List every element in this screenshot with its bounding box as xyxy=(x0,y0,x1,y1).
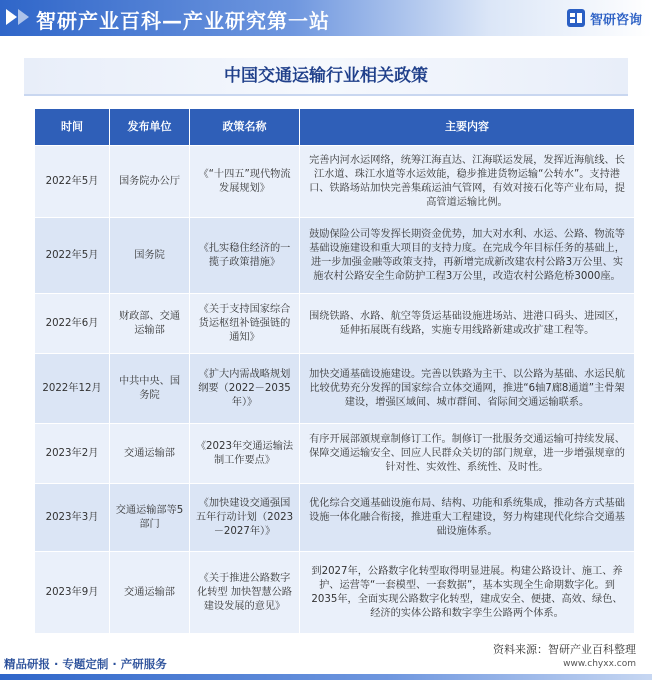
column-header-content: 主要内容 xyxy=(300,109,635,146)
row-issuer: 中共中央、国务院 xyxy=(110,354,190,424)
brand-name: 智研咨询 xyxy=(589,12,642,28)
row-content: 鼓励保险公司等发挥长期资金优势，加大对水利、水运、公路、物流等基础设施建设和重大项目的支持力度。在完成今年目标任务的基础上，进一步加强金融等政策支持，再新增完成新改建农村公路3万公里、实施农村公路安全生命防护工程3万公里，改造农村公路危桥3000座。 xyxy=(300,218,635,294)
row-policy: 《扎实稳住经济的一揽子政策措施》 xyxy=(190,218,300,294)
row-date: 2022年6月 xyxy=(35,294,110,354)
row-policy: 《关于推进公路数字化转型 加快智慧公路建设发展的意见》 xyxy=(190,552,300,634)
row-date: 2022年5月 xyxy=(35,218,110,294)
table-row xyxy=(35,218,635,294)
row-content: 围绕铁路、水路、航空等货运基础设施进场站、进港口码头、进园区，延伸拓展既有线路，实施专用线路新建或改扩建工程等。 xyxy=(300,294,635,354)
table-row xyxy=(35,424,635,484)
table-header-row xyxy=(35,109,635,146)
footer-services: 精品研报 · 专题定制 · 产研服务 xyxy=(4,657,167,671)
row-policy: 《加快建设交通强国五年行动计划（2023－2027年）》 xyxy=(190,484,300,552)
policy-table xyxy=(34,108,635,634)
row-date: 2023年2月 xyxy=(35,424,110,484)
row-policy: 《“十四五”现代物流发展规划》 xyxy=(190,146,300,218)
source-note: 资料来源：智研产业百科整理 xyxy=(493,643,636,656)
play-arrow-icon-secondary xyxy=(18,9,29,25)
source-url[interactable]: www.chyxx.com xyxy=(563,659,636,669)
row-content: 完善内河水运网络，统筹江海直达、江海联运发展，发挥近海航线、长江水道、珠江水道等水运效能，稳步推进货物运输“公转水”。支持港口、铁路场站加快完善集疏运油气管网，有效对接石化等产业布局，提高管道运输比例。 xyxy=(300,146,635,218)
row-date: 2023年9月 xyxy=(35,552,110,634)
brand-logo-icon xyxy=(566,8,586,28)
row-content: 到2027年，公路数字化转型取得明显进展。构建公路设计、施工、养护、运营等“一套模型、一套数据”，基本实现全生命期数字化。到2035年，全面实现公路数字化转型，建成安全、便捷、高效、绿色、经济的实体公路和数字孪生公路两个体系。 xyxy=(300,552,635,634)
row-issuer: 国务院办公厅 xyxy=(110,146,190,218)
column-header-date: 时间 xyxy=(35,109,110,146)
row-issuer: 交通运输部 xyxy=(110,424,190,484)
play-arrow-icon xyxy=(6,9,17,25)
top-banner xyxy=(0,0,652,36)
row-policy: 《关于支持国家综合货运枢纽补链强链的通知》 xyxy=(190,294,300,354)
row-issuer: 财政部、交通运输部 xyxy=(110,294,190,354)
page-title: 中国交通运输行业相关政策 xyxy=(24,58,628,94)
brand[interactable] xyxy=(566,8,642,28)
row-issuer: 国务院 xyxy=(110,218,190,294)
table-row xyxy=(35,354,635,424)
column-header-policy: 政策名称 xyxy=(190,109,300,146)
row-date: 2022年5月 xyxy=(35,146,110,218)
title-underline xyxy=(24,94,628,96)
table-row xyxy=(35,294,635,354)
row-content: 优化综合交通基础设施布局、结构、功能和系统集成，推动各方式基础设施一体化融合衔接，推进重大工程建设，努力构建现代化综合交通基础设施体系。 xyxy=(300,484,635,552)
row-policy: 《2023年交通运输法制工作要点》 xyxy=(190,424,300,484)
row-date: 2022年12月 xyxy=(35,354,110,424)
column-header-issuer: 发布单位 xyxy=(110,109,190,146)
row-content: 加快交通基础设施建设。完善以铁路为主干、以公路为基础、水运民航比较优势充分发挥的国家综合立体交通网，推进“6轴7廊8通道”主骨架建设，增强区域间、城市群间、省际间交通运输联系。 xyxy=(300,354,635,424)
row-content: 有序开展部颁规章制修订工作。制修订一批服务交通运输可持续发展、保障交通运输安全、回应人民群众关切的部门规章，进一步增强规章的针对性、实效性、系统性、及时性。 xyxy=(300,424,635,484)
row-issuer: 交通运输部 xyxy=(110,552,190,634)
row-policy: 《扩大内需战略规划纲要（2022－2035年）》 xyxy=(190,354,300,424)
site-title: 智研产业百科—产业研究第一站 xyxy=(36,9,330,33)
table-row xyxy=(35,484,635,552)
row-issuer: 交通运输部等5部门 xyxy=(110,484,190,552)
table-row xyxy=(35,552,635,634)
table-row xyxy=(35,146,635,218)
row-date: 2023年3月 xyxy=(35,484,110,552)
footer-bar xyxy=(0,674,652,680)
